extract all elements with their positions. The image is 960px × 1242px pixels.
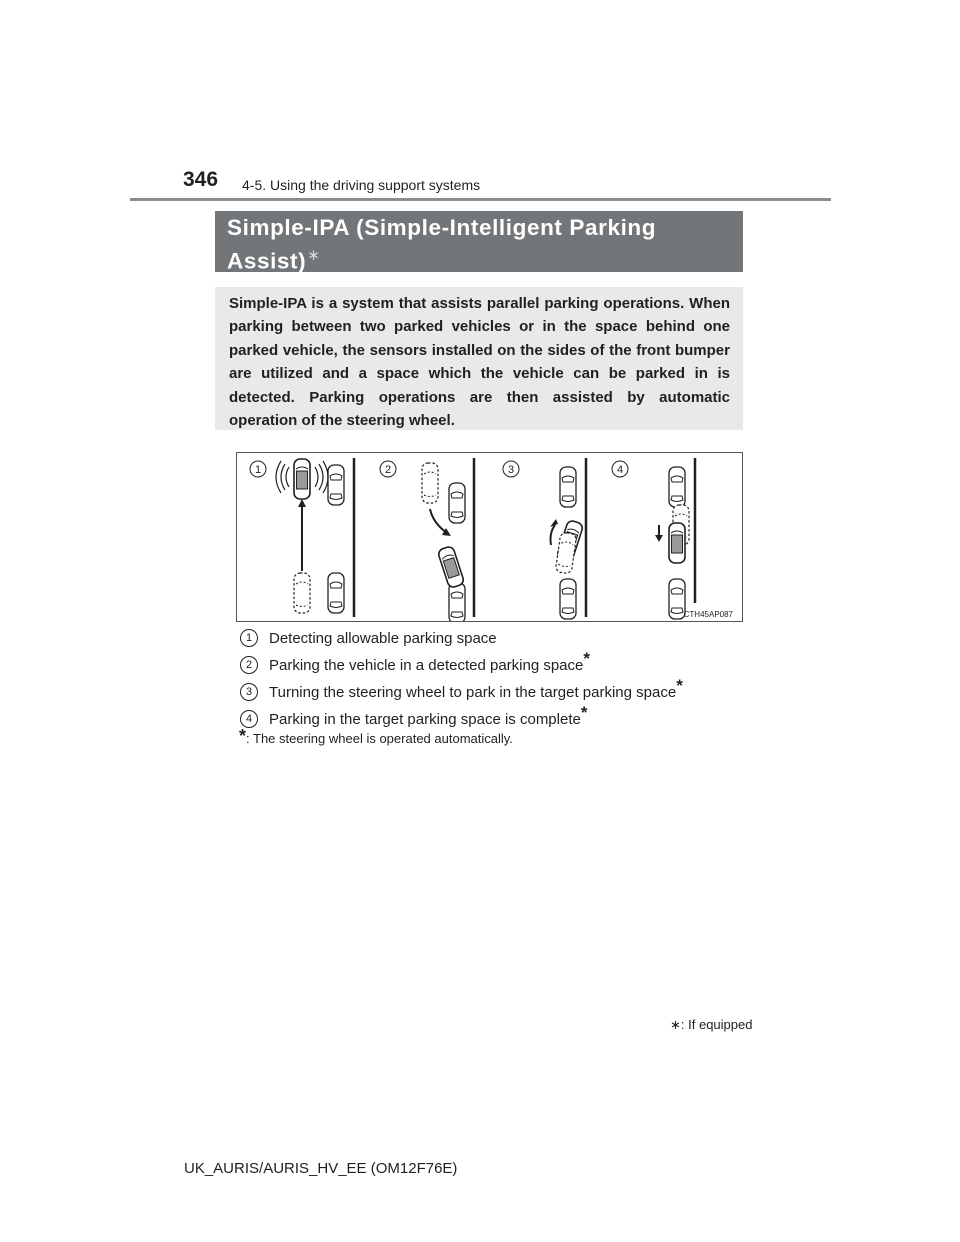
step-number: 2: [240, 656, 258, 674]
page-title-text: Simple-IPA (Simple-Intelligent Parking Assist): [227, 215, 657, 274]
panel-number-4: [612, 461, 628, 477]
equipped-marker: ∗: [307, 247, 321, 264]
panel-number-1: [250, 461, 266, 477]
footnote: [239, 726, 513, 746]
asterisk: *: [239, 726, 247, 746]
page-title: [215, 211, 743, 272]
step-1: [240, 627, 497, 649]
step-4: [240, 702, 588, 730]
svg-text:3: 3: [507, 464, 515, 476]
step-2: [240, 648, 590, 676]
svg-text:1: 1: [254, 464, 262, 476]
page-number: 346: [183, 168, 219, 191]
parking-illustration: [236, 452, 743, 622]
asterisk: *: [583, 648, 590, 668]
svg-text:4: 4: [616, 464, 624, 476]
intro-box: [215, 287, 743, 430]
if-equipped-note: [670, 1017, 752, 1033]
panel-2: [380, 458, 474, 621]
equipped-text: : If equipped: [680, 1017, 753, 1032]
header-divider: [130, 198, 831, 201]
step-text: Turning the steering wheel to park in the target parking space: [269, 683, 677, 701]
panel-3: [503, 458, 586, 619]
panel-number-2: [380, 461, 396, 477]
step-number: 1: [240, 629, 258, 647]
step-3: [240, 675, 683, 703]
asterisk: *: [676, 675, 683, 695]
equipped-marker: ∗: [670, 1017, 681, 1032]
step-text: Detecting allowable parking space: [269, 629, 497, 647]
svg-text:2: 2: [384, 464, 392, 476]
step-number: 3: [240, 683, 258, 701]
step-text: Parking in the target parking space is complete: [269, 710, 581, 728]
panel-number-3: [503, 461, 519, 477]
footnote-text: : The steering wheel is operated automatically.: [246, 731, 513, 746]
step-text: Parking the vehicle in a detected parking space: [269, 656, 584, 674]
step-number: 4: [240, 710, 258, 728]
panel-1: [250, 458, 354, 617]
panel-4: [612, 458, 695, 619]
document-id: UK_AURIS/AURIS_HV_EE (OM12F76E): [184, 1160, 458, 1177]
figure-code: CTH45AP087: [683, 610, 733, 619]
asterisk: *: [580, 702, 588, 722]
section-title: 4-5. Using the driving support systems: [242, 177, 481, 193]
intro-text: Simple-IPA is a system that assists parallel parking operations. When parking between two parked vehicles or in the space behind one parked vehicle, the sensors installed on the sides of the front bumper are utilized and a space which the vehicle can be parked in is detected. Parking operations are then assisted by automatic operation of the steering wheel.: [229, 295, 730, 430]
